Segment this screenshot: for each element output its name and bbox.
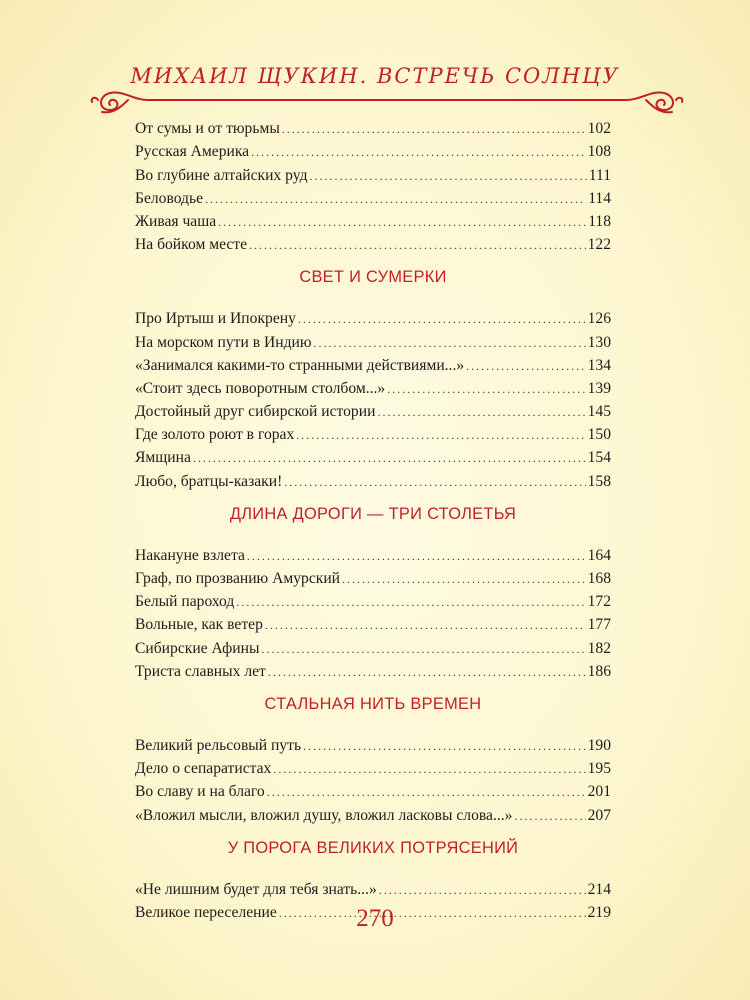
toc-entry-page: 214: [587, 880, 611, 898]
dot-leader: [514, 807, 585, 825]
toc-entry-page: 130: [587, 333, 611, 351]
toc-entry-title: Накануне взлета: [135, 546, 245, 564]
toc-entry: [135, 634, 611, 657]
toc-entry: [135, 876, 611, 899]
toc-entry-title: На бойком месте: [135, 236, 248, 254]
toc-entry-page: 219: [587, 903, 611, 921]
toc-entry: [135, 467, 611, 490]
dot-leader: [298, 310, 586, 328]
toc-entry: [135, 208, 611, 231]
toc-entry-title: Беловодье: [135, 189, 204, 207]
decorative-flourish-icon: [88, 88, 686, 116]
toc-entry-title: Великий рельсовый путь: [135, 736, 302, 754]
toc-entry-page: 118: [588, 212, 611, 230]
toc-entry-title: Ямщина: [135, 449, 191, 467]
dot-leader: [273, 760, 585, 778]
dot-leader: [236, 593, 585, 611]
section-heading: У ПОРОГА ВЕЛИКИХ ПОТРЯСЕНИЙ: [227, 838, 519, 857]
toc-entry-page: 134: [587, 356, 611, 374]
toc-entry-title: Вольные, как ветер: [135, 616, 263, 634]
dot-leader: [314, 334, 586, 352]
toc-entry-title: Любо, братцы-казаки!: [135, 472, 283, 490]
toc-entry-page: 158: [587, 472, 611, 490]
toc-entry: [135, 138, 611, 161]
toc-entry-title: Русская Америка: [135, 143, 250, 161]
toc-entry: [135, 801, 611, 824]
toc-entry: [135, 755, 611, 778]
toc-entry-title: «Не лишним будет для тебя знать...»: [135, 880, 377, 898]
toc-entry-title: Во славу и на благо: [135, 783, 265, 801]
toc-entry-page: 201: [587, 783, 611, 801]
dot-leader: [303, 737, 586, 755]
toc-entry-page: 122: [587, 236, 611, 254]
toc-entry-page: 168: [587, 570, 611, 587]
toc-entry: [135, 421, 611, 444]
dot-leader: [466, 357, 585, 375]
toc-entry-page: 150: [587, 426, 611, 444]
toc-entry: [135, 305, 611, 328]
toc-entry: [135, 161, 611, 184]
dot-leader: [251, 143, 586, 161]
toc-entry: [135, 231, 611, 254]
toc-entry-page: 207: [587, 806, 611, 824]
toc-entry: [135, 375, 611, 398]
toc-entry-title: «Занимался какими-то странными действиями...»: [135, 356, 465, 374]
section-heading: СТАЛЬНАЯ НИТЬ ВРЕМЕН: [264, 694, 482, 713]
toc-entry-title: Белый пароход: [135, 593, 235, 611]
toc-entry-title: Граф, по прозванию Амурский: [135, 570, 341, 587]
toc-entry-title: Дело о сепаратистах: [135, 760, 272, 778]
dot-leader: [284, 473, 585, 491]
dot-leader: [379, 881, 586, 899]
toc-entry-page: 114: [588, 189, 611, 207]
toc-entry-page: 190: [587, 736, 611, 754]
toc-entry: [135, 732, 611, 755]
toc-entry-title: На морском пути в Индию: [135, 333, 312, 351]
toc-entry-title: От сумы и от тюрьмы: [135, 120, 280, 138]
dot-leader: [282, 120, 586, 138]
toc-entry: [135, 778, 611, 801]
toc-entry-page: 108: [587, 143, 611, 161]
dot-leader: [193, 449, 586, 467]
toc-entry-title: Великое переселение: [135, 903, 277, 921]
toc-entry-title: Про Иртыш и Ипокрену: [135, 310, 296, 328]
toc-entry-page: 102: [587, 120, 611, 138]
toc-entry: [135, 185, 611, 208]
running-header-title: МИХАИЛ ЩУКИН. ВСТРЕЧЬ СОЛНЦУ: [130, 64, 620, 88]
toc-entry-page: 164: [587, 546, 611, 564]
section-heading: ДЛИНА ДОРОГИ — ТРИ СТОЛЕТЬЯ: [229, 504, 517, 523]
dot-leader: [261, 640, 585, 658]
toc-entry-title: Во глубине алтайских руд: [135, 166, 308, 184]
dot-leader: [342, 570, 586, 588]
dot-leader: [265, 616, 586, 634]
toc-entry: [135, 588, 611, 611]
toc-entry-title: Где золото роют в горах: [135, 426, 295, 444]
toc-entry-page: 182: [587, 639, 611, 657]
toc-entry-title: Сибирские Афины: [135, 639, 260, 657]
dot-leader: [310, 167, 587, 185]
toc-entry-page: 154: [587, 449, 611, 467]
toc-entry: [135, 352, 611, 375]
dot-leader: [247, 547, 586, 565]
toc-entry-page: 111: [588, 166, 611, 184]
dot-leader: [249, 236, 586, 254]
toc-entry-title: «Вложил мысли, вложил душу, вложил ласковы слова...»: [135, 806, 513, 824]
toc-entry: [135, 444, 611, 467]
table-of-contents: [135, 115, 611, 922]
toc-entry-page: 177: [587, 616, 611, 634]
dot-leader: [267, 783, 586, 801]
toc-entry: [135, 658, 611, 681]
toc-entry: [135, 565, 611, 588]
toc-entry-page: 195: [587, 760, 611, 778]
toc-entry: [135, 328, 611, 351]
toc-entry-page: 186: [587, 662, 611, 680]
toc-entry-title: Достойный друг сибирской истории: [135, 403, 376, 421]
toc-entry-title: «Стоит здесь поворотным столбом...»: [135, 379, 386, 397]
dot-leader: [296, 426, 585, 444]
toc-entry: [135, 611, 611, 634]
toc-entry-title: Триста славных лет: [135, 662, 266, 680]
toc-entry: [135, 542, 611, 565]
dot-leader: [387, 380, 585, 398]
toc-entry: [135, 115, 611, 138]
toc-entry: [135, 398, 611, 421]
dot-leader: [205, 190, 586, 208]
dot-leader: [268, 663, 586, 681]
dot-leader: [218, 213, 586, 231]
toc-entry-page: 145: [587, 403, 611, 421]
dot-leader: [377, 403, 585, 421]
section-heading: СВЕТ И СУМЕРКИ: [299, 268, 447, 287]
toc-entry-page: 139: [587, 379, 611, 397]
page-number: 270: [356, 905, 394, 932]
toc-entry-page: 126: [587, 310, 611, 328]
toc-entry-page: 172: [587, 593, 611, 611]
toc-entry-title: Живая чаша: [135, 212, 217, 230]
